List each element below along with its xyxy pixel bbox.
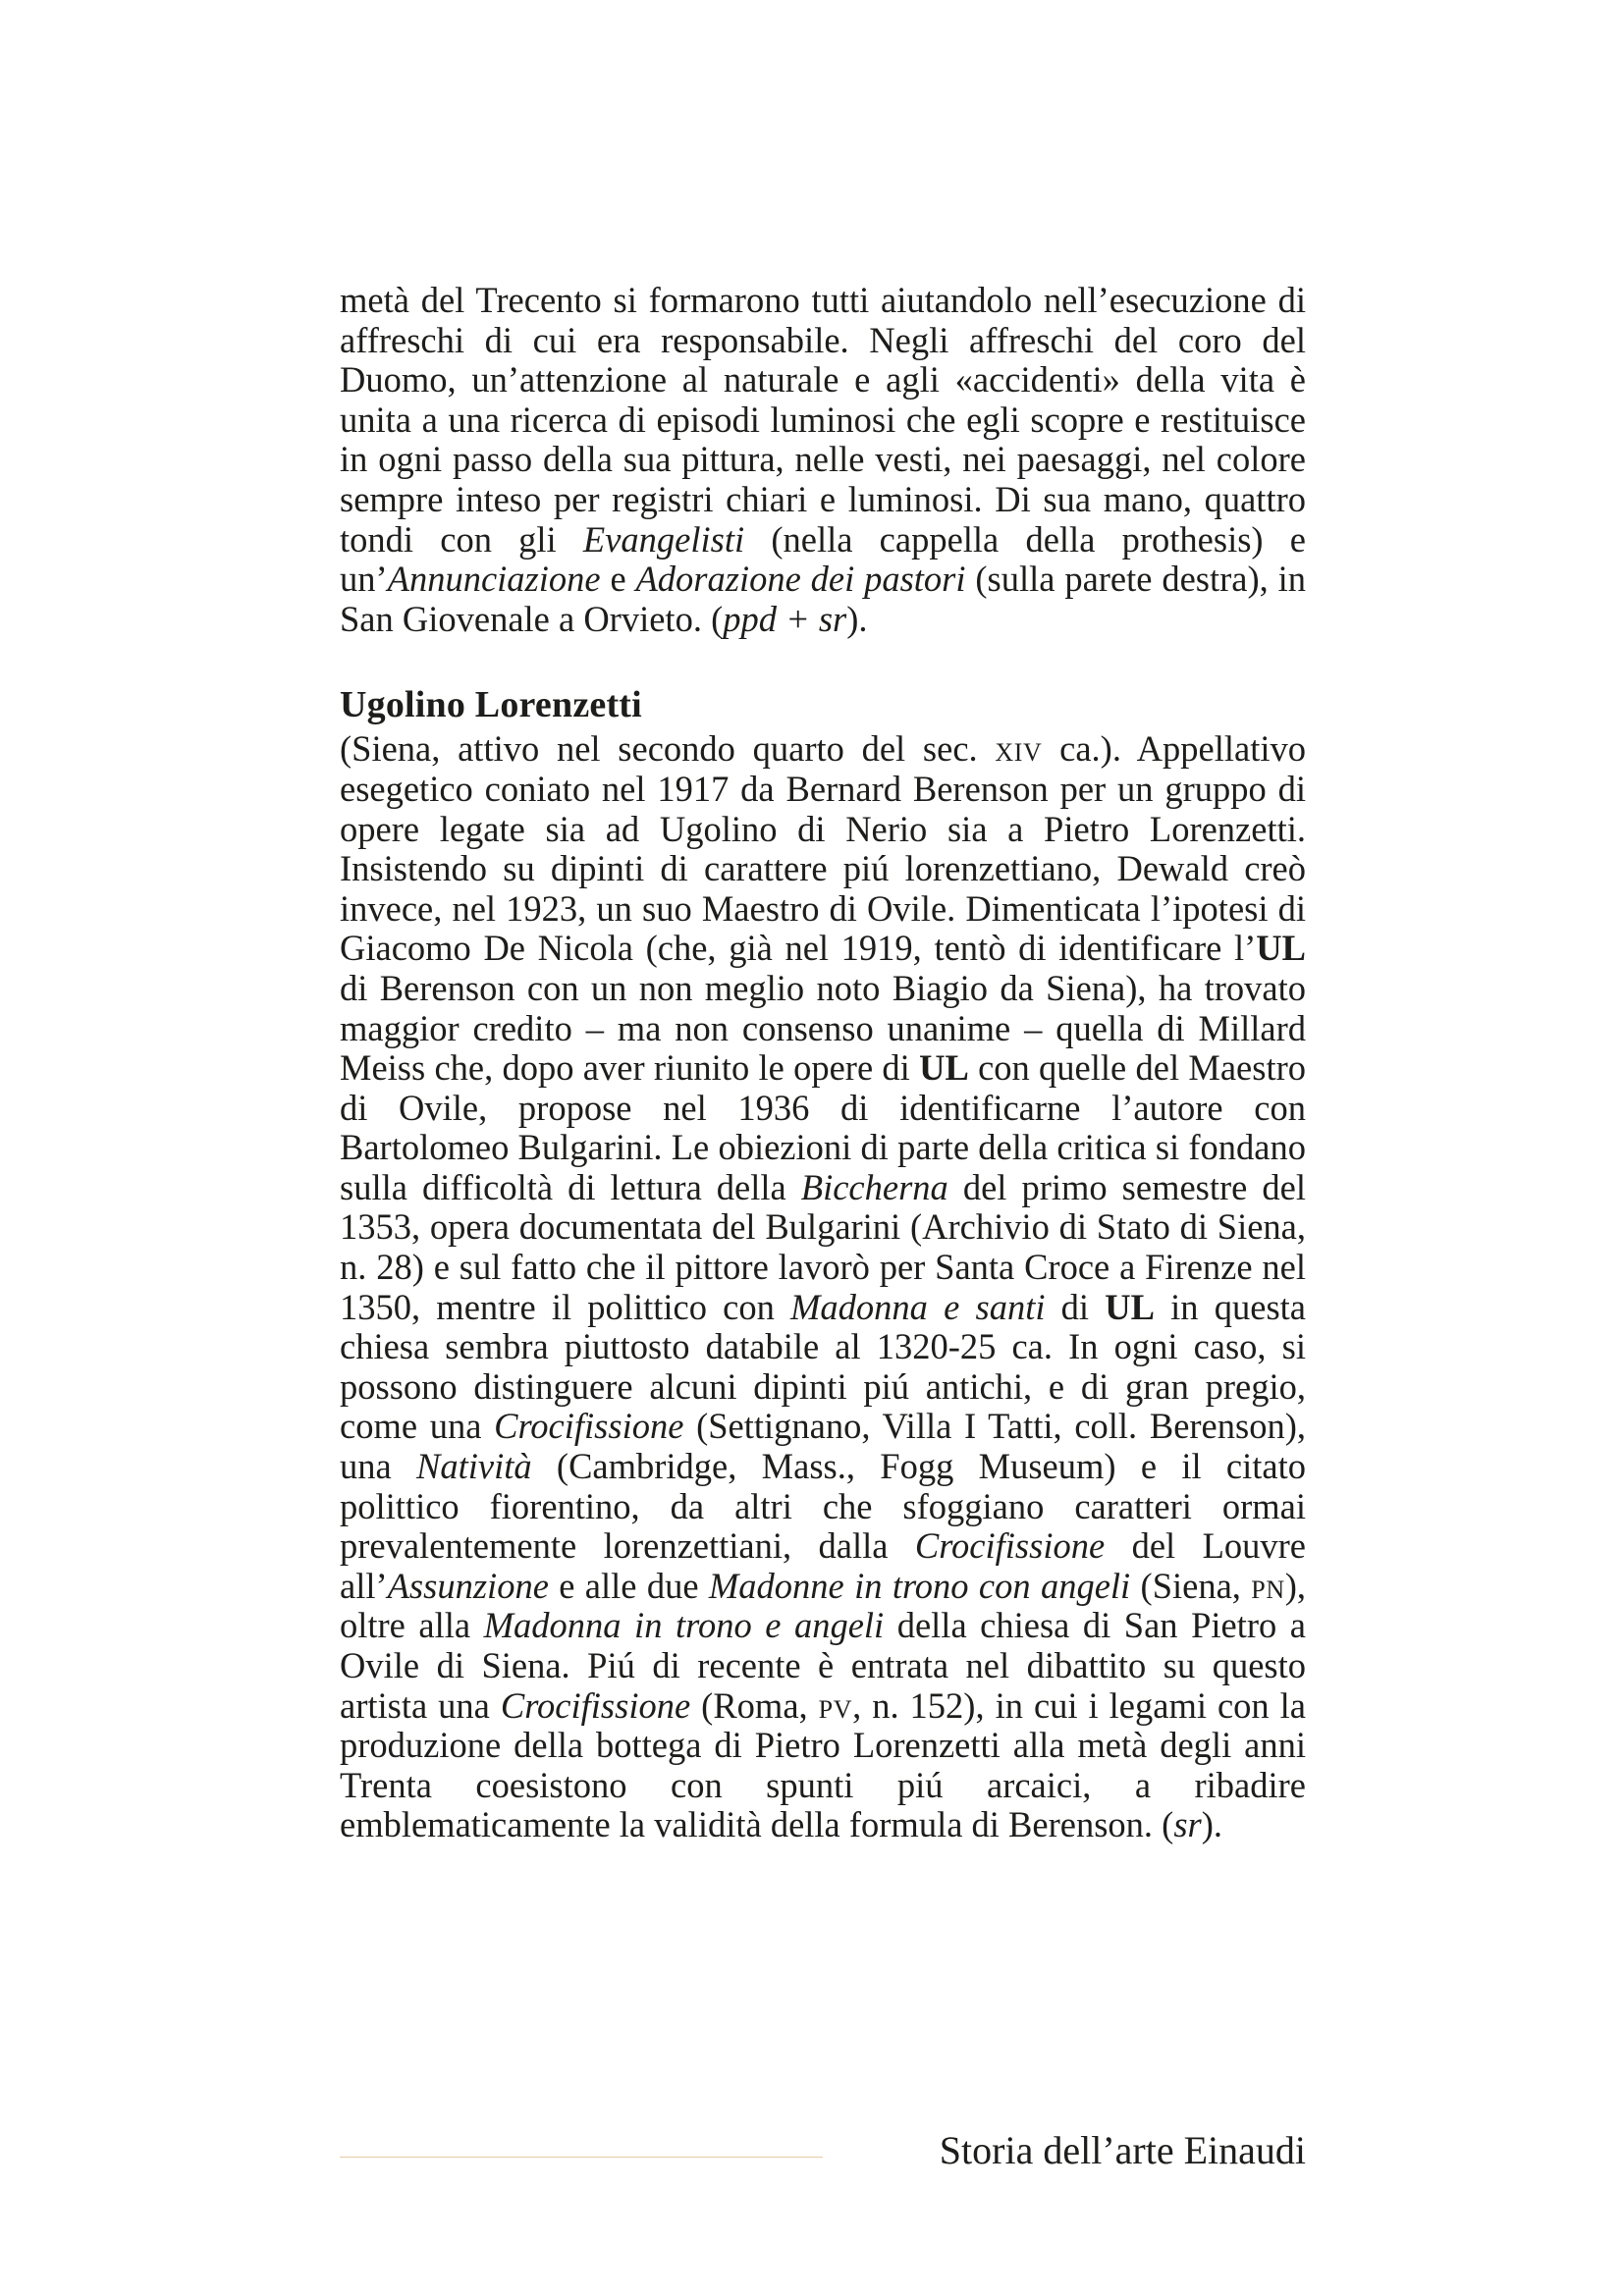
italic-title: Annunciazione (387, 559, 601, 600)
text-run: , n. 152), in cui i legami con la produzione della bottega di Pietro Lorenzetti alla metà degli anni Trenta coesistono con spunti piú arcaici, a ribadire emblematicamente la validità della formula di Berenson. ( (340, 1684, 1306, 1845)
page-content (340, 281, 1306, 1845)
text-run: di Berenson con un non meglio noto Biagio da Siena), ha trovato maggior credito – ma non consenso unanime – quella di Millard Meiss che, dopo aver riunito le opere di (340, 967, 1306, 1089)
italic-title: Crocifissione (914, 1525, 1106, 1567)
text-run: in questa chiesa sembra piuttosto databile al 1320-25 ca. In ogni caso, si possono distinguere alcuni dipinti piú antichi, e di gran pregio, come una (340, 1286, 1306, 1447)
text-run: ). (1201, 1804, 1223, 1845)
text-run: della chiesa di San Pietro a Ovile di Siena. Piú di recente è entrata nel dibattito su questo artista una (340, 1605, 1306, 1726)
text-run: con quelle del Maestro di Ovile, propose nel 1936 di identificarne l’autore con Bartolomeo Bulgarini. Le obiezioni di parte della critica si fondano sulla difficoltà di lettura della (340, 1047, 1306, 1207)
text-run: del Louvre all’ (340, 1525, 1306, 1606)
entry-abbreviation: UL (1256, 928, 1306, 969)
text-run: (Cambridge, Mass., Fogg Museum) e il citato polittico fiorentino, da altri che sfoggiano caratteri ormai prevalentemente lorenzettiani, dalla (340, 1446, 1306, 1567)
text-run: ), oltre alla (340, 1565, 1306, 1646)
text-run: (Settignano, Villa I Tatti, coll. Berenson), una (340, 1406, 1306, 1487)
text-run: (nella cappella della prothesis) e un’ (340, 518, 1306, 600)
museum-abbreviation: pn (1251, 1565, 1285, 1606)
italic-title: Adorazione dei pastori (635, 559, 966, 600)
continuation-paragraph (340, 281, 1306, 639)
italic-title: Madonna in trono e angeli (483, 1605, 885, 1646)
entry-paragraph (340, 729, 1306, 1845)
entry-title: Ugolino Lorenzetti (340, 684, 642, 726)
footer-rule (340, 2157, 823, 2158)
century-numeral: xiv (995, 728, 1043, 770)
text-run: metà del Trecento si formarono tutti aiutandolo nell’esecuzione di affreschi di cui era responsabile. Negli affreschi del coro del Duomo, un’attenzione al naturale e agli «accidenti» della vita è unita a una ricerca di episodi luminosi che egli scopre e restituisce in ogni passo della sua pittura, nelle vesti, nei paesaggi, nel colore sempre inteso per registri chiari e luminosi. Di sua mano, quattro tondi con gli (340, 280, 1306, 560)
italic-title: Crocifissione (500, 1684, 691, 1726)
text-run: del primo semestre del 1353, opera documentata del Bulgarini (Archivio di Stato di Siena, n. 28) e sul fatto che il pittore lavorò per Santa Croce a Firenze nel 1350, mentre il polittico con (340, 1166, 1306, 1327)
italic-title: Evangelisti (582, 518, 745, 560)
italic-title: Natività (416, 1446, 532, 1487)
text-run: e (600, 559, 636, 600)
text-run: ca.). Appellativo esegetico coniato nel 1917 da Bernard Berenson per un gruppo di opere legate sia ad Ugolino di Nerio sia a Pietro Lorenzetti. Insistendo su dipinti di carattere piú lorenzettiano, Dewald creò invece, nel 1923, un suo Maestro di Ovile. Dimenticata l’ipotesi di Giacomo De Nicola (che, già nel 1919, tentò di identificare l’ (340, 728, 1306, 969)
italic-title: Madonna e santi (790, 1286, 1046, 1327)
italic-title: Madonne in trono con angeli (708, 1565, 1131, 1606)
text-run: (sulla parete destra), in San Giovenale a Orvieto. ( (340, 559, 1306, 639)
entry-abbreviation: UL (1105, 1286, 1155, 1327)
italic-title: Biccherna (800, 1166, 948, 1207)
museum-abbreviation: pv (818, 1684, 853, 1726)
text-run: ). (846, 598, 868, 639)
footer-publication-title: Storia dell’arte Einaudi (939, 2128, 1306, 2172)
entry-abbreviation: UL (919, 1047, 969, 1089)
text-run: (Roma, (690, 1684, 819, 1726)
italic-title: Assunzione (387, 1565, 549, 1606)
text-run: (Siena, attivo nel secondo quarto del sec. (340, 728, 996, 770)
text-run: (Siena, (1130, 1565, 1252, 1606)
author-initials: sr (1173, 1804, 1202, 1845)
italic-title: Crocifissione (494, 1406, 684, 1447)
author-initials: ppd + sr (723, 598, 847, 639)
text-run: e alle due (548, 1565, 709, 1606)
text-run: di (1045, 1286, 1106, 1327)
